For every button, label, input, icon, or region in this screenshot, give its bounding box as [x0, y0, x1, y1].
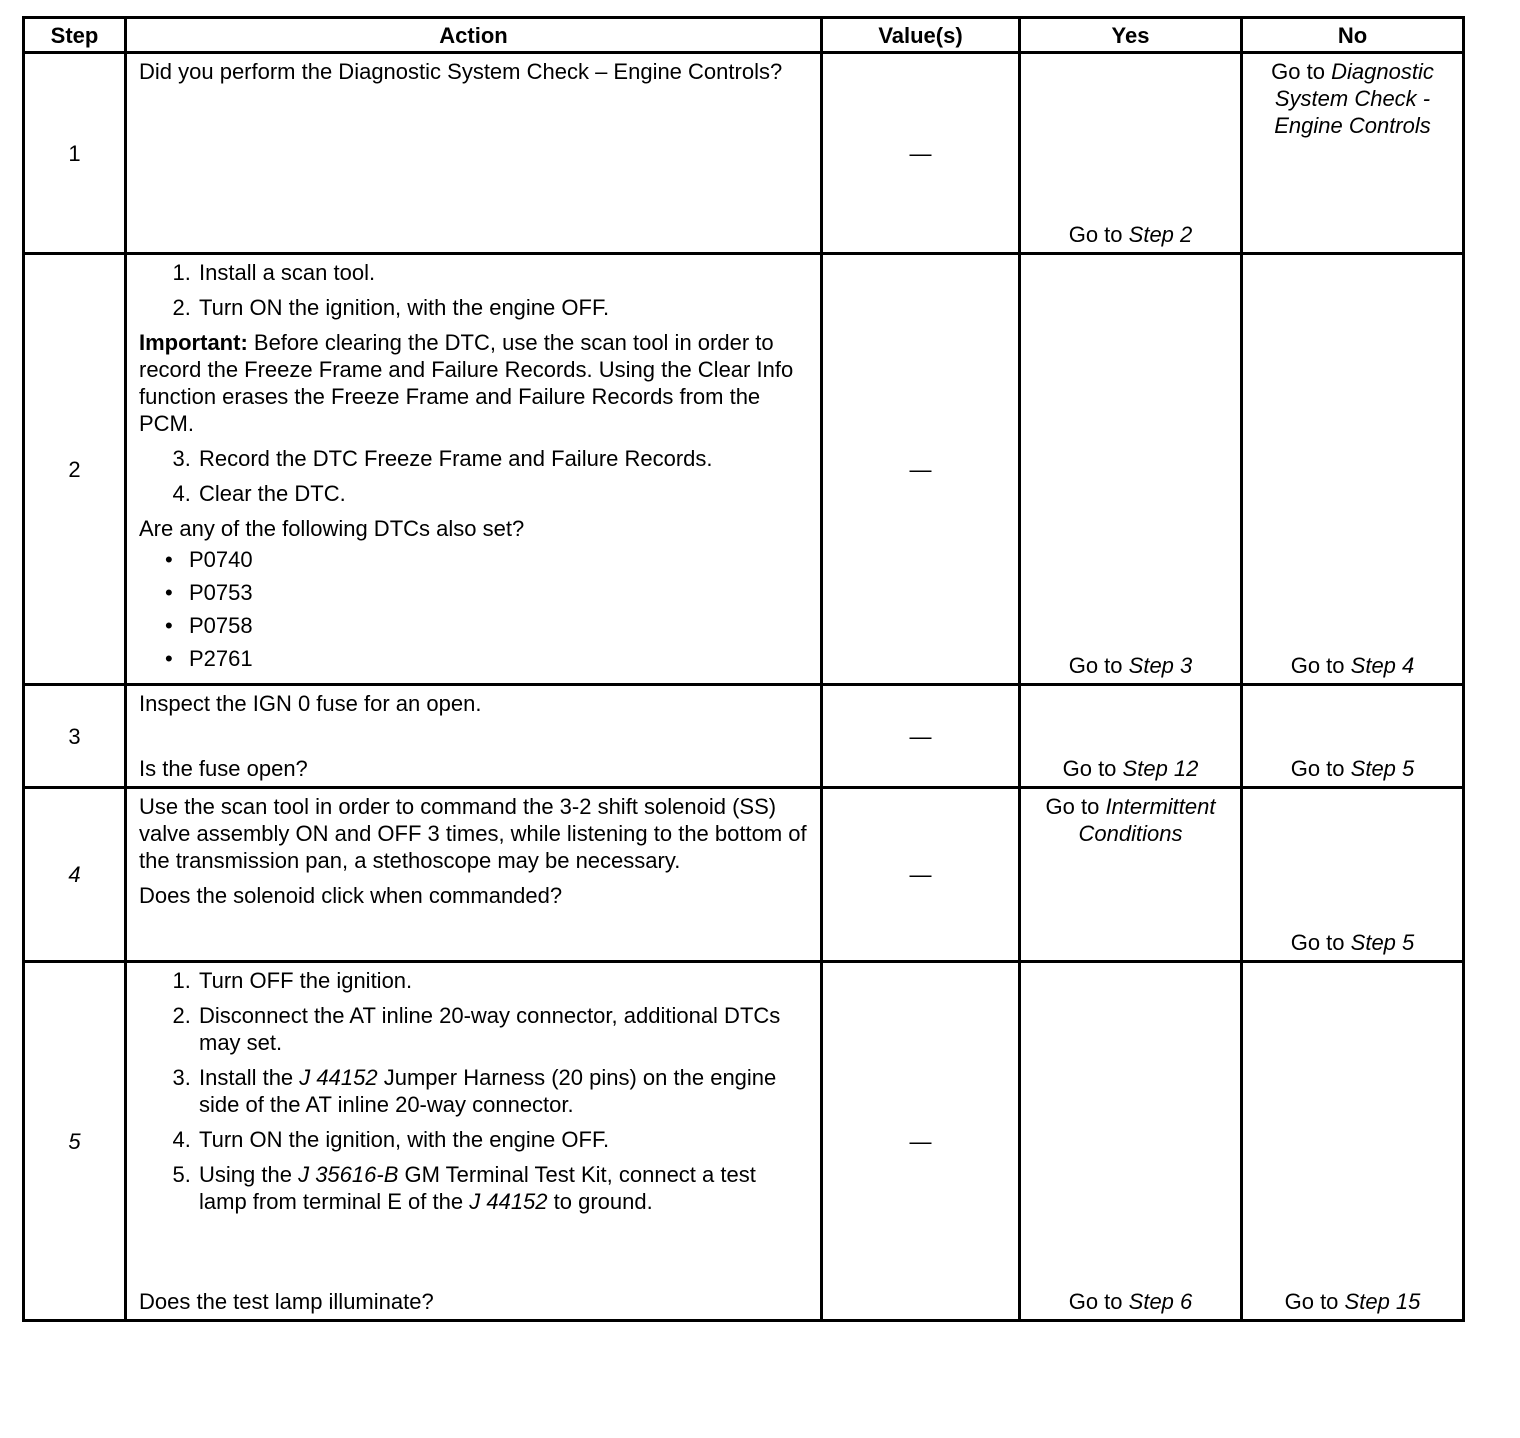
step-number: 1: [24, 53, 126, 254]
item-text: Install the: [199, 1065, 294, 1090]
table-row-step-3: [24, 685, 1464, 788]
table-row-step-4: [24, 788, 1464, 962]
no-cell: [1242, 962, 1464, 1321]
yes-target: Step 12: [1122, 756, 1199, 781]
procedure-list: [139, 259, 808, 321]
action-cell: [126, 685, 822, 788]
header-step: Step: [24, 18, 126, 53]
value-dash: —: [822, 254, 1020, 685]
procedure-item: [197, 1161, 808, 1215]
question-text: Are any of the following DTCs also set?: [139, 516, 525, 541]
value-dash: —: [822, 53, 1020, 254]
no-target: Step 4: [1350, 653, 1415, 678]
procedure-item: 2. Disconnect the AT inline 20-way connector, additional DTCs may set.: [197, 1002, 808, 1056]
no-cell: [1242, 685, 1464, 788]
tool-reference: J 44152: [469, 1189, 548, 1214]
procedure-item: [197, 1064, 808, 1118]
goto-label: Go to: [1284, 1289, 1339, 1314]
goto-label: Go to: [1068, 1289, 1123, 1314]
yes-target: Step 2: [1128, 222, 1193, 247]
action-cell: [126, 53, 822, 254]
procedure-item: 3. Record the DTC Freeze Frame and Failure Records.: [197, 445, 808, 472]
table-row-step-5: [24, 962, 1464, 1321]
yes-cell: [1020, 254, 1242, 685]
goto-label: Go to: [1045, 794, 1100, 819]
diagnostic-table: [22, 16, 1465, 1322]
goto-label: Go to: [1062, 756, 1117, 781]
step-number: 4: [24, 788, 126, 962]
action-cell: [126, 254, 822, 685]
important-note: [139, 329, 808, 437]
spacer: [139, 717, 808, 755]
yes-cell: [1020, 53, 1242, 254]
no-cell: [1242, 788, 1464, 962]
important-label: Important:: [139, 330, 248, 355]
dtc-item: • P0758: [189, 612, 808, 639]
goto-label: Go to: [1290, 756, 1345, 781]
step-number: 5: [24, 962, 126, 1321]
no-target: Step 5: [1350, 756, 1415, 781]
question-text: Does the solenoid click when commanded?: [139, 883, 563, 908]
goto-label: Go to: [1290, 930, 1345, 955]
action-stack: [139, 967, 808, 1315]
action-cell: [126, 788, 822, 962]
dtc-item: • P0740: [189, 546, 808, 573]
procedure-item: 1. Install a scan tool.: [197, 259, 808, 286]
goto-label: Go to: [1068, 222, 1123, 247]
dtc-item: • P2761: [189, 645, 808, 672]
important-text: Before clearing the DTC, use the scan tool in order to record the Freeze Frame and Failure Records. Using the Clear Info function erases the Freeze Frame and Failure Records from the PCM.: [139, 330, 794, 436]
no-target: Step 15: [1344, 1289, 1421, 1314]
table-row-step-2: [24, 254, 1464, 685]
tool-reference: J 35616-B: [298, 1162, 399, 1187]
procedure-item: 4. Clear the DTC.: [197, 480, 808, 507]
value-dash: —: [822, 788, 1020, 962]
item-text: Using the: [199, 1162, 292, 1187]
item-text: Jumper Harness (20 pins) on the engine side of the AT inline 20-way connector.: [199, 1065, 777, 1117]
action-cell: [126, 962, 822, 1321]
spacer: [139, 1223, 808, 1288]
yes-target: Intermittent Conditions: [1078, 794, 1216, 846]
step-number: 3: [24, 685, 126, 788]
action-text: Inspect the IGN 0 fuse for an open.: [139, 691, 482, 716]
yes-cell: [1020, 788, 1242, 962]
header-yes: Yes: [1020, 18, 1242, 53]
action-text: Use the scan tool in order to command the 3-2 shift solenoid (SS) valve assembly ON and OFF 3 times, while listening to the bottom of the transmission pan, a stethoscope may be necessary.: [139, 794, 807, 873]
tool-reference: J 44152: [299, 1065, 378, 1090]
table-row-step-1: [24, 53, 1464, 254]
procedure-list: [139, 967, 808, 1223]
header-no: No: [1242, 18, 1464, 53]
procedure-item: 1. Turn OFF the ignition.: [197, 967, 808, 994]
no-target: Diagnostic System Check - Engine Controls: [1274, 59, 1434, 138]
procedure-item: 2. Turn ON the ignition, with the engine OFF.: [197, 294, 808, 321]
yes-cell: [1020, 962, 1242, 1321]
no-cell: [1242, 254, 1464, 685]
diagnostic-table-container: [22, 16, 1462, 1314]
yes-cell: [1020, 685, 1242, 788]
value-dash: —: [822, 962, 1020, 1321]
no-target: Step 5: [1350, 930, 1415, 955]
question-text: Does the test lamp illuminate?: [139, 1289, 434, 1314]
header-values: Value(s): [822, 18, 1020, 53]
dtc-item: • P0753: [189, 579, 808, 606]
action-text: Did you perform the Diagnostic System Check – Engine Controls?: [139, 59, 783, 84]
value-dash: —: [822, 685, 1020, 788]
goto-label: Go to: [1068, 653, 1123, 678]
question-text: Is the fuse open?: [139, 756, 308, 781]
goto-label: Go to: [1271, 59, 1325, 84]
step-number: 2: [24, 254, 126, 685]
item-text: GM Terminal Test Kit, connect a test lamp from terminal E of the: [199, 1162, 756, 1214]
yes-target: Step 3: [1128, 653, 1193, 678]
yes-target: Step 6: [1128, 1289, 1193, 1314]
header-action: Action: [126, 18, 822, 53]
item-text: to ground.: [553, 1189, 653, 1214]
header-row: [24, 18, 1464, 53]
procedure-list: [139, 445, 808, 507]
goto-label: Go to: [1290, 653, 1345, 678]
no-cell: [1242, 53, 1464, 254]
action-stack: [139, 690, 808, 782]
dtc-list: [139, 546, 808, 672]
procedure-item: 4. Turn ON the ignition, with the engine OFF.: [197, 1126, 808, 1153]
